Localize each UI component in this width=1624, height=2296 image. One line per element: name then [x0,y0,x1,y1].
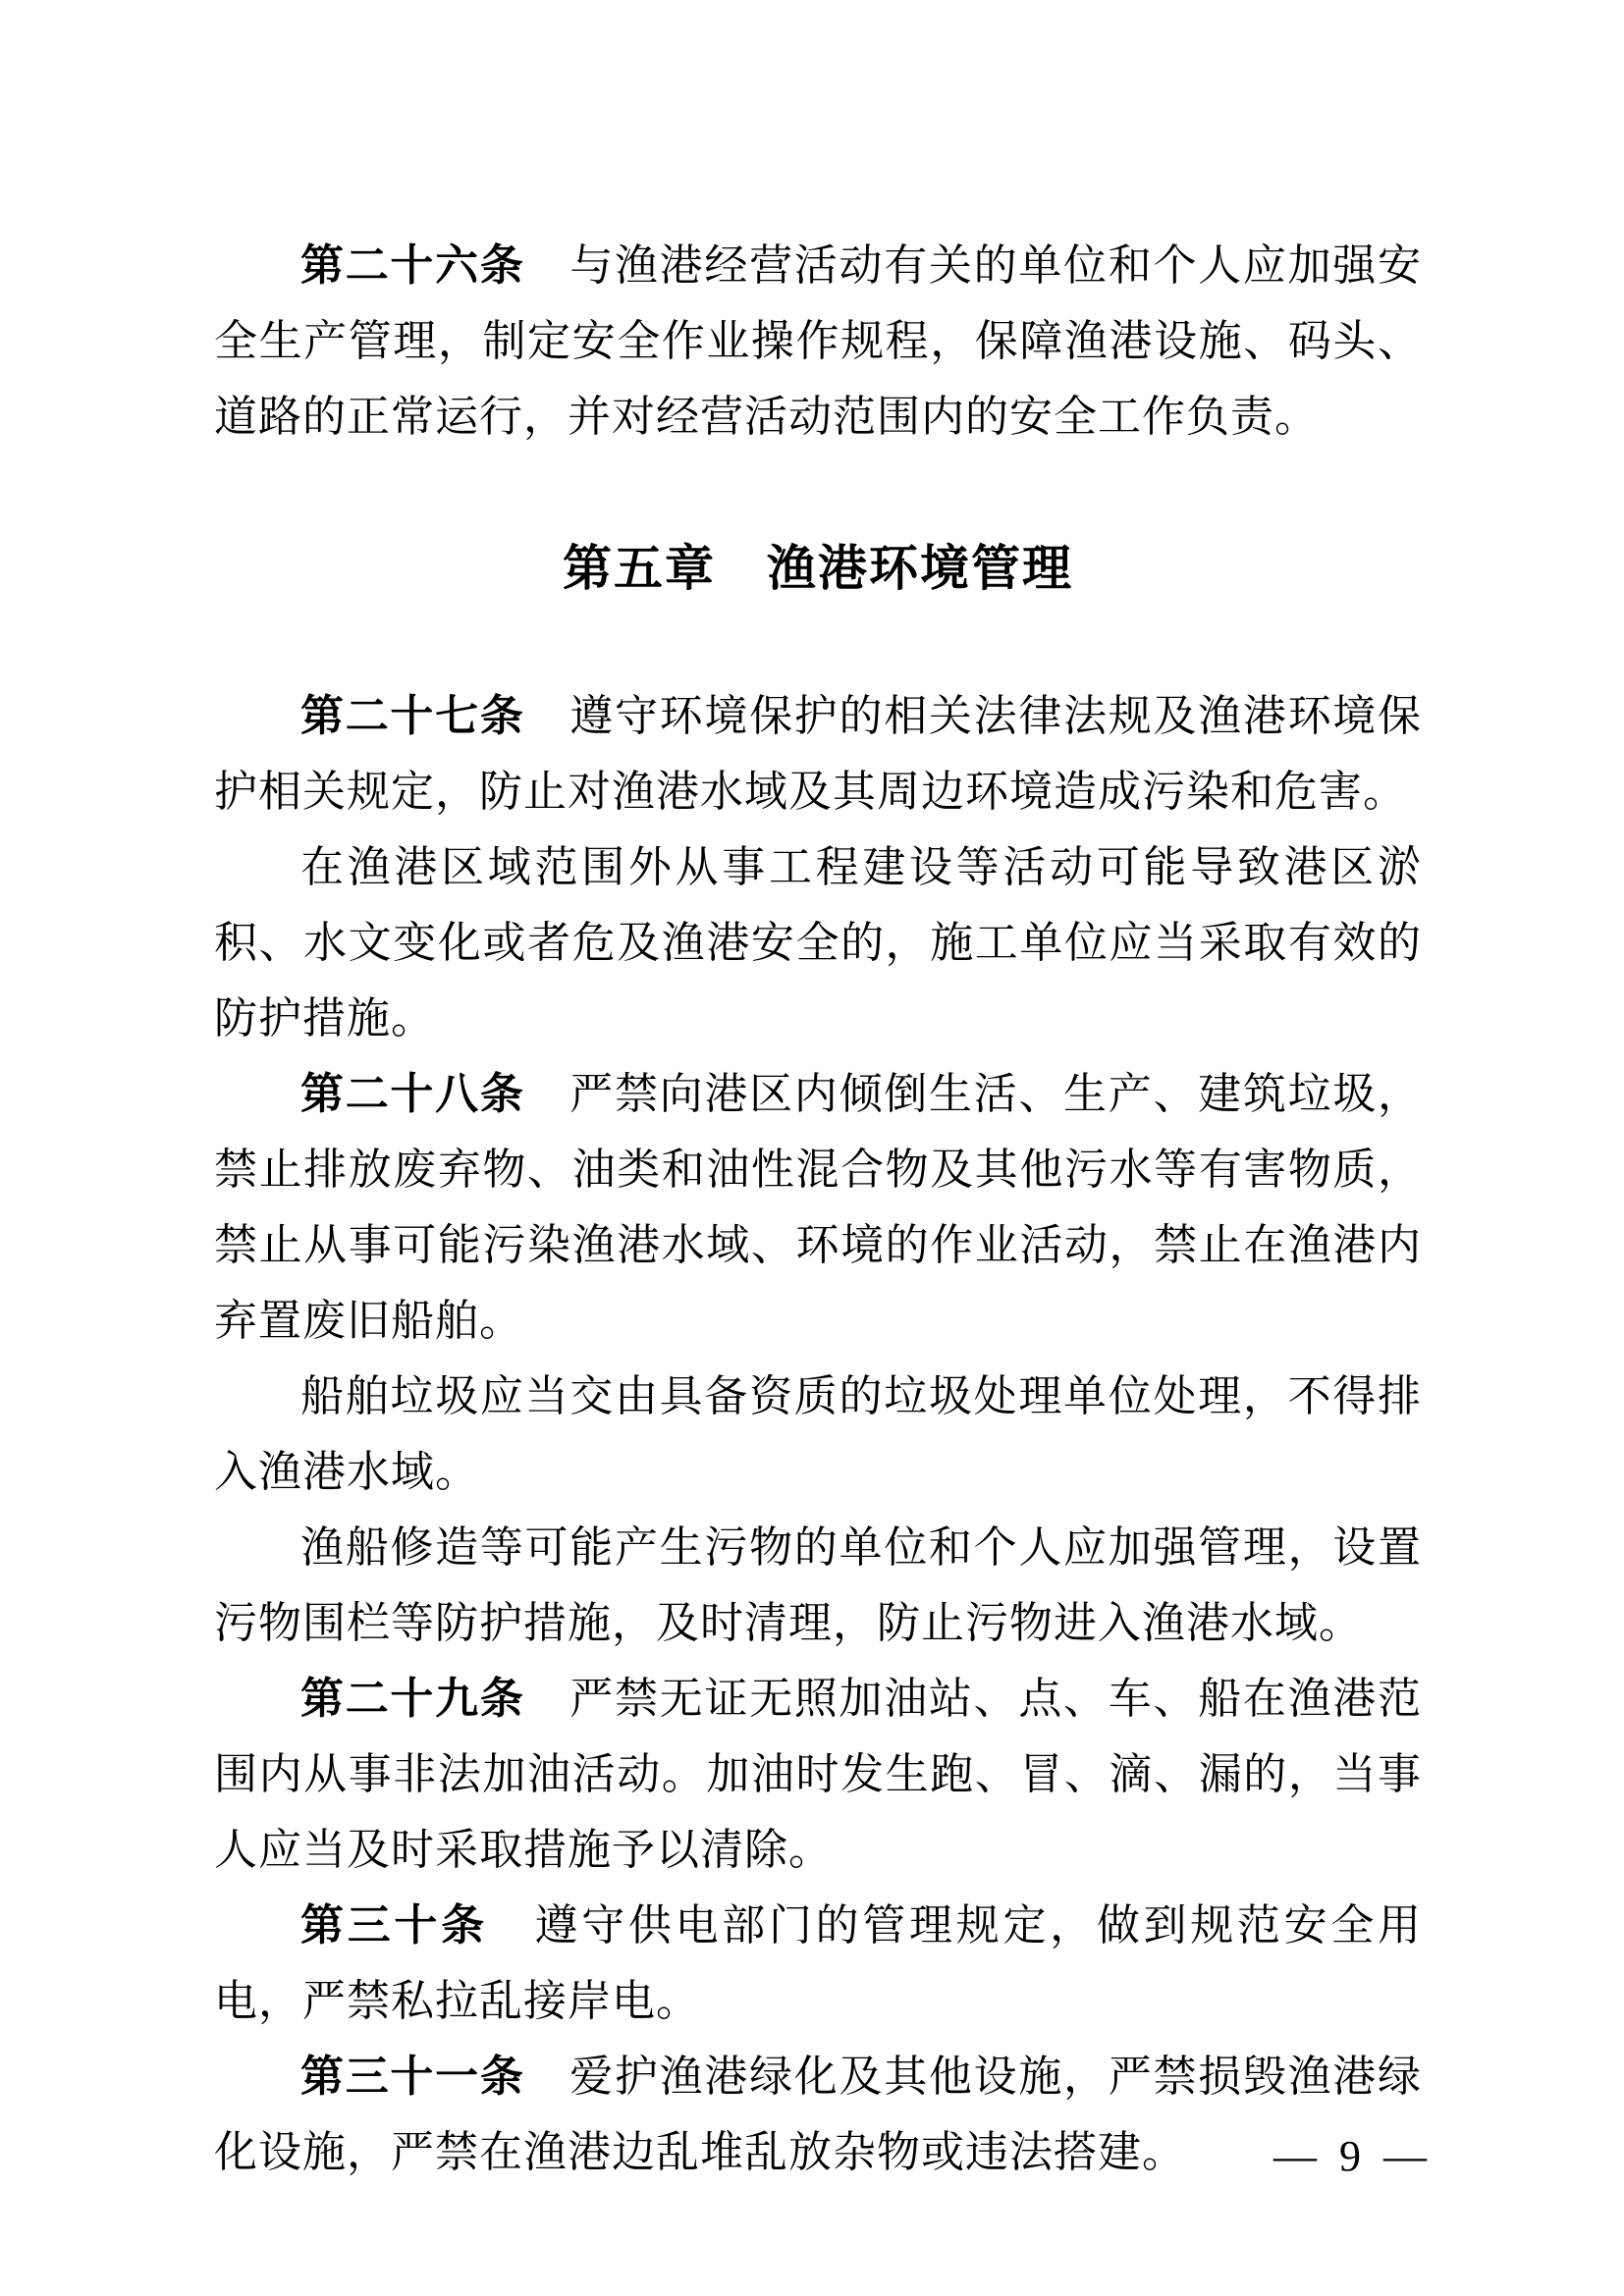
article-27-text: 遵守环境保护的相关法律法规及渔港环境保护相关规定，防止对渔港水域及其周边环境造成污染和危害。 [214,692,1423,816]
page-number: — 9 — [1273,2132,1433,2180]
article-28-clause-3-paragraph [214,1510,1422,1661]
article-29-text: 严禁无证无照加油站、点、车、船在渔港范围内从事非法加油活动。加油时发生跑、冒、滴、漏的，当事人应当及时采取措施予以清除。 [214,1675,1423,1874]
article-28-clause-2-text: 船舶垃圾应当交由具备资质的垃圾处理单位处理，不得排入渔港水域。 [214,1372,1422,1496]
article-28-clause-3-text: 渔船修造等可能产生污物的单位和个人应加强管理，设置污物围栏等防护措施，及时清理，防止污物进入渔港水域。 [214,1523,1422,1647]
article-30-number: 第三十条 [300,1901,488,1949]
article-29-number: 第二十九条 [300,1675,525,1723]
article-27-number: 第二十七条 [300,692,525,740]
article-30-text: 遵守供电部门的管理规定，做到规范安全用电，严禁私拉乱接岸电。 [214,1901,1423,2025]
article-26-paragraph [214,228,1422,454]
article-27-paragraph [214,678,1422,829]
article-30-paragraph [214,1888,1422,2039]
chapter-heading: 第五章 渔港环境管理 [563,541,1073,596]
article-28-clause-2-paragraph [214,1359,1422,1510]
article-28-text: 严禁向港区内倾倒生活、生产、建筑垃圾，禁止排放废弃物、油类和油性混合物及其他污水等有害物质，禁止从事可能污染渔港水域、环境的作业活动，禁止在渔港内弃置废旧船舶。 [214,1070,1423,1345]
article-26-text: 与渔港经营活动有关的单位和个人应加强安全生产管理，制定安全作业操作规程，保障渔港设施、码头、道路的正常运行，并对经营活动范围内的安全工作负责。 [214,241,1423,441]
article-31-paragraph [214,2039,1422,2190]
article-31-text: 爱护渔港绿化及其他设施，严禁损毁渔港绿化设施，严禁在渔港边乱堆乱放杂物或违法搭建。 [214,2053,1423,2176]
article-28-paragraph [214,1056,1422,1359]
article-27-clause-2-text: 在渔港区域范围外从事工程建设等活动可能导致港区淤积、水文变化或者危及渔港安全的，施工单位应当采取有效的防护措施。 [214,843,1422,1042]
article-31-number: 第三十一条 [300,2053,525,2101]
article-26-number: 第二十六条 [300,241,525,290]
article-29-paragraph [214,1661,1422,1888]
article-27-clause-2-paragraph [214,829,1422,1056]
article-28-number: 第二十八条 [300,1070,525,1118]
document-body [214,228,1422,2190]
